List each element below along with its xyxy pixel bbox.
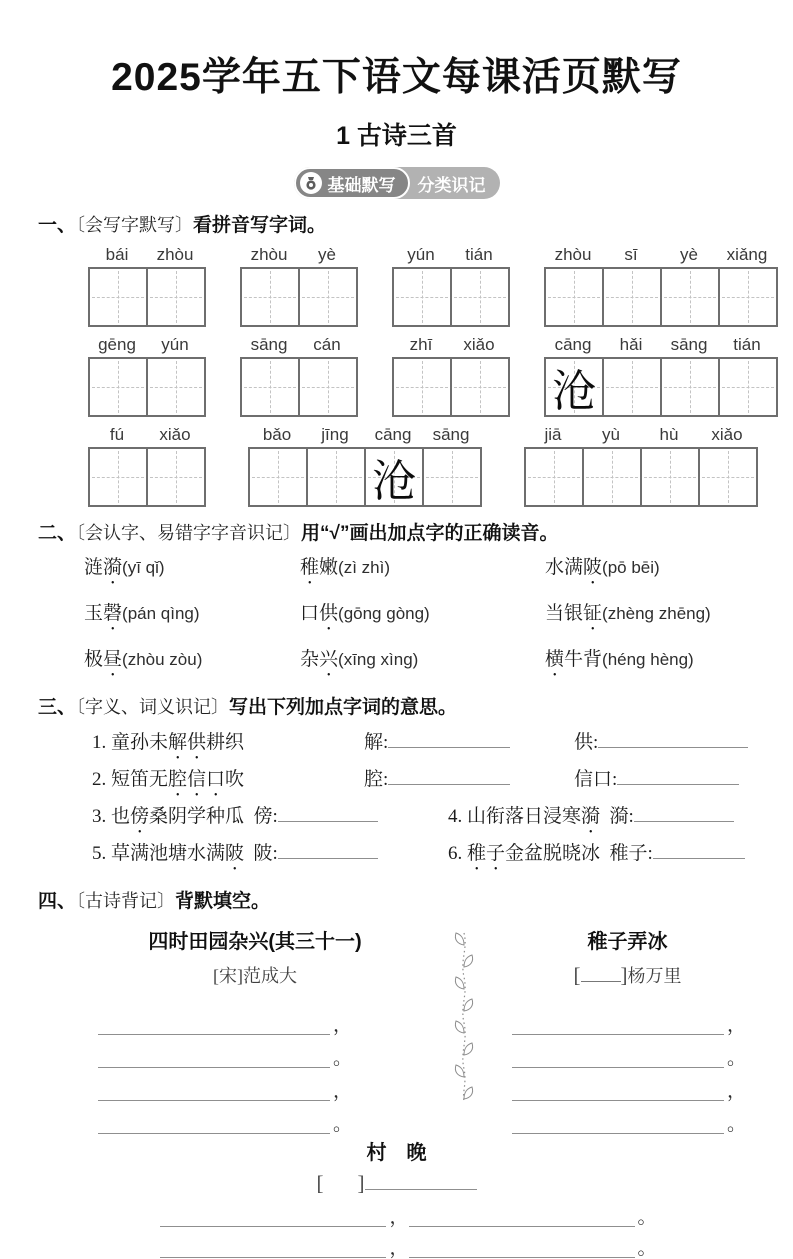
word-prefix: 水满 bbox=[545, 557, 584, 579]
poem-blank[interactable] bbox=[160, 1239, 386, 1258]
meaning-item-row bbox=[92, 764, 757, 801]
badge-primary-label: 基础默写 bbox=[327, 175, 396, 195]
sentence bbox=[448, 838, 600, 875]
dotted-character: 漪 bbox=[103, 557, 123, 579]
meaning-item-row bbox=[92, 801, 757, 838]
writing-cell[interactable] bbox=[526, 449, 582, 505]
punctuation: ， bbox=[389, 1206, 409, 1228]
sentence-prefix: 草满池塘水满 bbox=[111, 842, 226, 864]
author-name: 杨万里 bbox=[627, 965, 682, 986]
sentence bbox=[92, 727, 364, 764]
word-suffix: 嫩 bbox=[319, 557, 339, 579]
dotted-character: 稚 bbox=[300, 557, 320, 579]
writing-cell[interactable] bbox=[602, 359, 660, 415]
meaning-item-row bbox=[92, 727, 757, 764]
pinyin-label: gēng bbox=[98, 334, 136, 354]
poem-left bbox=[90, 925, 420, 1134]
sentence-suffix: 吹 bbox=[225, 768, 245, 790]
dotted-characters: 傍 bbox=[130, 805, 150, 827]
word-prefix: 涟 bbox=[84, 557, 104, 579]
dotted-character: 供 bbox=[319, 603, 339, 625]
writing-cell[interactable] bbox=[242, 359, 298, 415]
pinyin-label: xiǎo bbox=[711, 424, 743, 444]
pinyin-options: (héng hèng) bbox=[602, 650, 694, 670]
pinyin-label: yún bbox=[407, 244, 435, 264]
word-prefix: 极 bbox=[84, 649, 104, 671]
section-badge bbox=[294, 167, 500, 199]
writing-cell[interactable] bbox=[450, 269, 508, 325]
poem-title: 四时田园杂兴(其三十一) bbox=[148, 930, 362, 953]
section-number: 三、 bbox=[38, 697, 77, 719]
pinyin-box-group bbox=[544, 335, 778, 417]
pronunciation-item[interactable] bbox=[545, 598, 757, 635]
sentence bbox=[92, 838, 244, 875]
pronunciation-item[interactable] bbox=[300, 644, 545, 681]
bracket-open: [ bbox=[316, 1170, 324, 1195]
dotted-character: 陂 bbox=[583, 557, 603, 579]
pinyin-label: zhòu bbox=[554, 244, 592, 264]
section-instruction: 用“√”画出加点字的正确读音。 bbox=[301, 522, 559, 544]
writing-cell[interactable] bbox=[242, 269, 298, 325]
pronunciation-item[interactable] bbox=[84, 552, 300, 589]
pinyin-label: sāng bbox=[670, 334, 708, 354]
pinyin-label: tián bbox=[465, 244, 493, 264]
section-tag: 〔会认字、易错字字音识记〕 bbox=[76, 522, 302, 543]
pinyin-label: bǎo bbox=[262, 424, 292, 444]
punctuation: ， bbox=[333, 1014, 353, 1036]
item-number: 4. bbox=[448, 805, 463, 827]
section-instruction: 写出下列加点字词的意思。 bbox=[229, 697, 458, 719]
poem-dictation-area bbox=[36, 925, 757, 1134]
pinyin-row-1 bbox=[88, 244, 768, 327]
prefilled-character: 沧 bbox=[372, 456, 416, 506]
pinyin-label: yún bbox=[161, 334, 189, 354]
pronunciation-item[interactable] bbox=[545, 552, 757, 589]
poem-author bbox=[36, 1171, 757, 1196]
word-prefix: 当银 bbox=[545, 603, 584, 625]
answer-blank[interactable] bbox=[598, 731, 748, 748]
pinyin-label: cán bbox=[313, 334, 341, 354]
sentence-suffix: 耕织 bbox=[206, 731, 245, 753]
pinyin-options: (zhòu zòu) bbox=[122, 650, 203, 670]
poem-blank[interactable] bbox=[98, 1049, 330, 1068]
prefilled-character: 沧 bbox=[552, 366, 596, 416]
dotted-character: 磬 bbox=[103, 603, 123, 625]
pinyin-box-group bbox=[248, 425, 482, 507]
pinyin-options: (xīng xìng) bbox=[338, 650, 419, 670]
sentence-prefix: 山衔落日浸寒 bbox=[467, 805, 582, 827]
pinyin-options: (pán qìng) bbox=[122, 604, 200, 624]
pinyin-label: hǎi bbox=[619, 334, 643, 354]
poem-blank[interactable] bbox=[512, 1016, 724, 1035]
item-number: 2. bbox=[92, 768, 107, 790]
item-number: 3. bbox=[92, 805, 107, 827]
dotted-characters: 解供 bbox=[168, 731, 207, 753]
pinyin-options: (gōng gòng) bbox=[338, 604, 430, 624]
pinyin-label: bái bbox=[105, 244, 129, 264]
dynasty-blank[interactable] bbox=[581, 966, 621, 982]
pinyin-box-group bbox=[88, 425, 206, 507]
writing-cell[interactable] bbox=[718, 269, 776, 325]
meaning-item-row bbox=[92, 838, 757, 875]
answer-blank[interactable] bbox=[278, 805, 378, 822]
pinyin-options: (pō bēi) bbox=[602, 558, 660, 578]
writing-cell[interactable] bbox=[718, 359, 776, 415]
pronunciation-grid bbox=[84, 552, 757, 681]
writing-cell[interactable] bbox=[146, 269, 204, 325]
item-number: 6. bbox=[448, 842, 463, 864]
poem-blank[interactable] bbox=[512, 1049, 724, 1068]
writing-cell[interactable] bbox=[306, 449, 364, 505]
writing-cell[interactable] bbox=[250, 449, 306, 505]
badge-secondary-label: 分类识记 bbox=[417, 175, 486, 195]
writing-cell[interactable] bbox=[422, 449, 480, 505]
author-blank[interactable] bbox=[365, 1174, 477, 1190]
writing-cell[interactable] bbox=[394, 359, 450, 415]
vine-divider-graphic bbox=[451, 931, 477, 1103]
pinyin-label: tián bbox=[733, 334, 761, 354]
writing-cell[interactable] bbox=[640, 449, 698, 505]
writing-cell[interactable] bbox=[146, 359, 204, 415]
lesson-title: 1 古诗三首 bbox=[336, 122, 457, 150]
bracket-open: [ bbox=[573, 962, 581, 987]
bracket-close: ] bbox=[357, 1170, 365, 1195]
answer-blank[interactable] bbox=[388, 731, 510, 748]
pinyin-label: yè bbox=[318, 244, 336, 264]
pinyin-label: cāng bbox=[374, 424, 412, 444]
sentence-suffix: 金盆脱晓冰 bbox=[505, 842, 601, 864]
punctuation: ， bbox=[727, 1014, 747, 1036]
section-tag: 〔会写字默写〕 bbox=[76, 215, 194, 235]
writing-cell[interactable] bbox=[90, 449, 146, 505]
pinyin-box-group bbox=[88, 245, 206, 327]
pinyin-options: (yī qǐ) bbox=[122, 558, 165, 578]
writing-cell[interactable] bbox=[90, 269, 146, 325]
punctuation: ， bbox=[333, 1080, 353, 1102]
pinyin-box-group bbox=[544, 245, 778, 327]
sentence bbox=[92, 801, 244, 838]
poem-blank[interactable] bbox=[98, 1082, 330, 1101]
sentence bbox=[448, 801, 600, 838]
poem-blank[interactable] bbox=[98, 1115, 330, 1134]
pinyin-label: hù bbox=[659, 424, 679, 444]
punctuation: ， bbox=[727, 1080, 747, 1102]
writing-cell[interactable] bbox=[90, 359, 146, 415]
section2-heading bbox=[38, 521, 757, 547]
verse-row bbox=[60, 1196, 757, 1227]
pinyin-box-group bbox=[524, 425, 758, 507]
punctuation: ， bbox=[389, 1237, 409, 1259]
section-number: 四、 bbox=[38, 890, 77, 912]
pinyin-label: yù bbox=[602, 424, 620, 444]
writing-cell[interactable] bbox=[394, 269, 450, 325]
poem-blank[interactable] bbox=[160, 1208, 386, 1227]
dotted-characters: 腔信口 bbox=[168, 768, 226, 790]
bracket-close: ] bbox=[620, 962, 628, 987]
answer-blank[interactable] bbox=[634, 805, 734, 822]
poem-blank[interactable] bbox=[409, 1239, 635, 1258]
sentence-suffix: 桑阴学种瓜 bbox=[149, 805, 245, 827]
medal-icon bbox=[300, 172, 322, 194]
writing-cell[interactable] bbox=[146, 449, 204, 505]
poem-blank[interactable] bbox=[98, 1016, 330, 1035]
section-number: 二、 bbox=[38, 522, 77, 544]
poem-blank[interactable] bbox=[512, 1082, 724, 1101]
pinyin-label: yè bbox=[680, 244, 698, 264]
pinyin-label: xiǎng bbox=[726, 244, 768, 264]
pinyin-label: sī bbox=[624, 244, 638, 264]
writing-cell[interactable] bbox=[298, 269, 356, 325]
answer-blank[interactable] bbox=[617, 768, 739, 785]
pinyin-box-group bbox=[240, 245, 358, 327]
writing-cell[interactable] bbox=[660, 269, 718, 325]
dotted-characters: 陂 bbox=[225, 842, 245, 864]
answer-blank[interactable] bbox=[388, 768, 510, 785]
pinyin-row-2 bbox=[88, 334, 761, 417]
item-number: 1. bbox=[92, 731, 107, 753]
pinyin-label: zhī bbox=[409, 334, 433, 354]
poem-blank[interactable] bbox=[409, 1208, 635, 1227]
pinyin-box-group bbox=[88, 335, 206, 417]
sentence bbox=[92, 764, 364, 801]
section3-heading bbox=[38, 695, 757, 721]
pinyin-label: sāng bbox=[432, 424, 470, 444]
punctuation: 。 bbox=[333, 1113, 353, 1135]
worksheet-page bbox=[0, 46, 793, 1258]
punctuation: 。 bbox=[637, 1237, 657, 1259]
section-instruction: 看拼音写字词。 bbox=[193, 215, 327, 236]
answer-label: 解: bbox=[364, 731, 389, 753]
punctuation: 。 bbox=[727, 1047, 747, 1069]
pronunciation-item[interactable] bbox=[300, 598, 545, 635]
pinyin-row-3 bbox=[88, 425, 757, 507]
answer-blank[interactable] bbox=[653, 842, 745, 859]
pinyin-label: fú bbox=[109, 424, 125, 444]
answer-label: 漪: bbox=[609, 805, 634, 827]
pinyin-label: zhòu bbox=[156, 244, 194, 264]
dotted-character: 兴 bbox=[319, 649, 339, 671]
pinyin-label: cāng bbox=[554, 334, 592, 354]
section-tag: 〔古诗背记〕 bbox=[76, 890, 176, 911]
word-prefix: 口 bbox=[300, 603, 320, 625]
dotted-character: 横 bbox=[545, 649, 565, 671]
pinyin-label: zhòu bbox=[250, 244, 288, 264]
poem-author bbox=[508, 962, 747, 988]
poem-blank[interactable] bbox=[512, 1115, 724, 1134]
verse-row bbox=[60, 1227, 757, 1258]
section4-heading bbox=[38, 889, 757, 915]
section-tag: 〔字义、词义识记〕 bbox=[76, 697, 230, 718]
pinyin-box-group bbox=[240, 335, 358, 417]
page-title: 2025学年五下语文每课活页默写 bbox=[111, 56, 682, 99]
sentence-prefix: 短笛无 bbox=[111, 768, 169, 790]
pinyin-label: jiā bbox=[544, 424, 562, 444]
poem-author: [宋]范成大 bbox=[213, 965, 297, 986]
dotted-character: 昼 bbox=[103, 649, 123, 671]
answer-label: 腔: bbox=[364, 768, 389, 790]
word-prefix: 玉 bbox=[84, 603, 104, 625]
answer-label: 信口: bbox=[574, 768, 618, 790]
word-suffix: 牛背 bbox=[564, 649, 603, 671]
writing-cell[interactable] bbox=[298, 359, 356, 415]
writing-cell-prefilled[interactable] bbox=[364, 449, 422, 505]
poem-title: 稚子弄冰 bbox=[587, 930, 668, 953]
writing-cell[interactable] bbox=[450, 359, 508, 415]
vine-divider bbox=[420, 925, 508, 1134]
sentence-prefix: 童孙未 bbox=[111, 731, 169, 753]
writing-cell[interactable] bbox=[602, 269, 660, 325]
punctuation: 。 bbox=[727, 1113, 747, 1135]
section1-heading bbox=[38, 213, 757, 239]
pronunciation-item[interactable] bbox=[545, 644, 757, 681]
punctuation: 。 bbox=[637, 1206, 657, 1228]
pinyin-label: sāng bbox=[250, 334, 288, 354]
answer-label: 傍: bbox=[253, 805, 278, 827]
writing-cell[interactable] bbox=[660, 359, 718, 415]
pronunciation-item[interactable] bbox=[84, 598, 300, 635]
answer-blank[interactable] bbox=[278, 842, 378, 859]
word-prefix: 杂 bbox=[300, 649, 320, 671]
section-number: 一、 bbox=[38, 215, 77, 236]
poem-right bbox=[508, 925, 757, 1134]
item-number: 5. bbox=[92, 842, 107, 864]
pinyin-options: (zhèng zhēng) bbox=[602, 604, 711, 624]
writing-cell[interactable] bbox=[582, 449, 640, 505]
pronunciation-item[interactable] bbox=[84, 644, 300, 681]
poem-bottom bbox=[36, 1136, 757, 1258]
writing-cell-prefilled[interactable] bbox=[546, 359, 602, 415]
pinyin-label: xiǎo bbox=[463, 334, 495, 354]
pinyin-label: xiǎo bbox=[159, 424, 191, 444]
answer-label: 供: bbox=[574, 731, 599, 753]
dynasty-blank[interactable] bbox=[324, 1175, 358, 1190]
section-instruction: 背默填空。 bbox=[175, 890, 271, 912]
pinyin-options: (zì zhì) bbox=[338, 558, 390, 578]
dotted-characters: 漪 bbox=[581, 805, 601, 827]
poem-title: 村 晚 bbox=[366, 1141, 427, 1164]
sentence-prefix: 也 bbox=[111, 805, 131, 827]
pinyin-box-group bbox=[392, 245, 510, 327]
pinyin-box-group bbox=[392, 335, 510, 417]
pinyin-label: jīng bbox=[321, 424, 349, 444]
answer-label: 陂: bbox=[253, 842, 278, 864]
writing-cell[interactable] bbox=[698, 449, 756, 505]
writing-cell[interactable] bbox=[546, 269, 602, 325]
answer-label: 稚子: bbox=[609, 842, 653, 864]
dotted-character: 钲 bbox=[583, 603, 603, 625]
pronunciation-item[interactable] bbox=[300, 552, 545, 589]
dotted-characters: 稚子 bbox=[467, 842, 506, 864]
punctuation: 。 bbox=[333, 1047, 353, 1069]
badge-primary bbox=[294, 167, 410, 199]
